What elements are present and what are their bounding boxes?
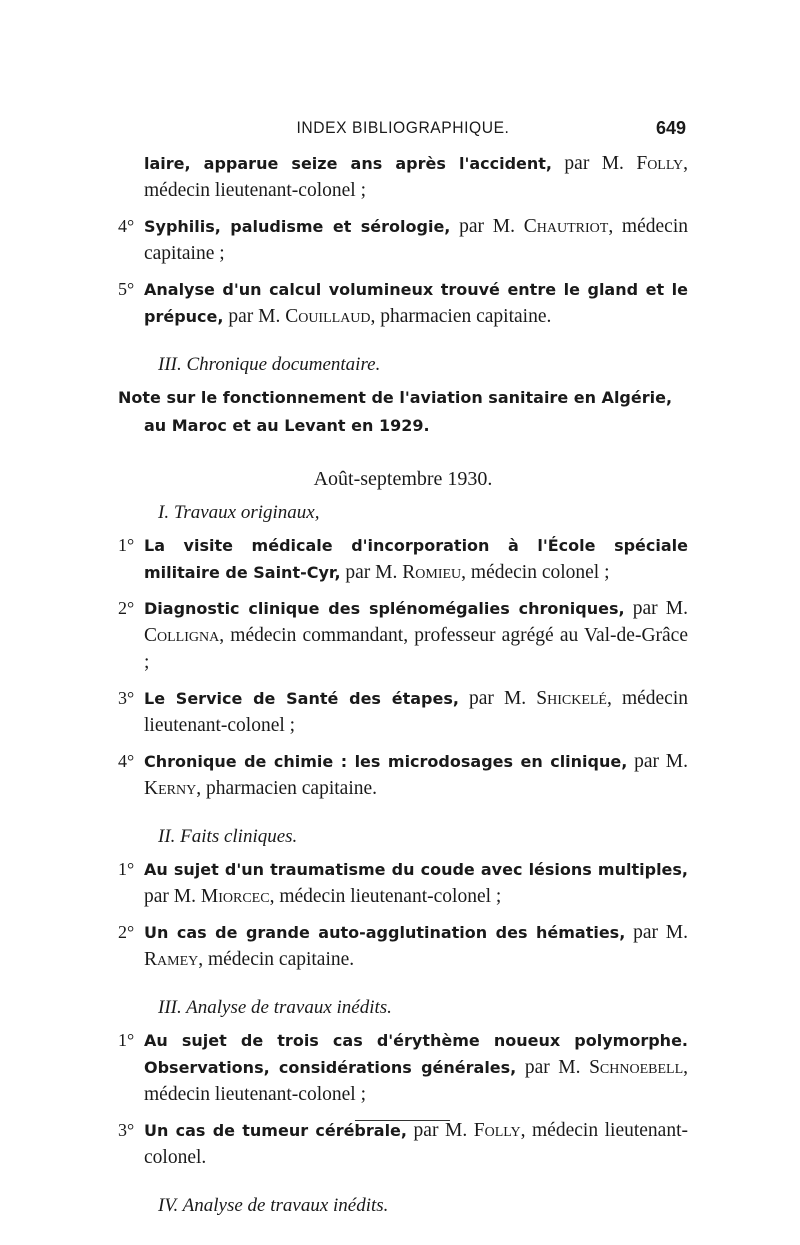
entry-rest: , pharmacien capitaine. <box>370 306 552 327</box>
issue-date-heading: Août-septembre 1930. <box>313 468 493 490</box>
entry-by: par M. <box>223 306 286 327</box>
entry-number: 4° <box>118 216 135 236</box>
list-item <box>118 1027 688 1108</box>
entry-number: 1° <box>118 859 135 879</box>
entry-title: Analyse d'un calcul volumineux trouvé entre le gland et le prépuce, <box>144 280 688 326</box>
list-item <box>118 856 688 910</box>
note-line-2: au Maroc et au Levant en 1929. <box>144 416 430 435</box>
entry-number: 2° <box>118 922 135 942</box>
entry-rest: , médecin colonel ; <box>461 562 610 583</box>
entry-by: par M. <box>627 751 688 772</box>
entry-by: par M. <box>407 1120 474 1141</box>
page-number: 649 <box>655 118 686 138</box>
index-content <box>118 150 688 1225</box>
entry-author: Colligna <box>144 625 220 646</box>
entry-number: 1° <box>118 535 135 555</box>
entry-rest: , médecin capitaine. <box>198 949 355 970</box>
section-heading-iv: IV. Analyse de travaux inédits. <box>158 1195 389 1216</box>
section-heading-analyse: III. Analyse de travaux inédits. <box>158 997 392 1018</box>
entry-title: Au sujet de trois cas d'érythème noueux polymorphe. Observations, considérations générales, <box>144 1031 688 1077</box>
entry-by: par M. <box>624 598 688 619</box>
entry-author: Kerny <box>144 778 197 799</box>
entry-author: Folly <box>473 1120 521 1141</box>
list-item <box>118 213 688 267</box>
list-item <box>118 748 688 802</box>
entry-rest: , médecin lieutenant-colonel ; <box>144 688 688 736</box>
list-item <box>118 685 688 739</box>
list-item <box>118 276 688 330</box>
entry-author: Ramey <box>144 949 199 970</box>
entry-rest: , médecin lieutenant-colonel ; <box>144 1057 688 1105</box>
entry-number: 5° <box>118 279 135 299</box>
running-title: INDEX BIBLIOGRAPHIQUE. <box>296 118 510 137</box>
entry-title: laire, apparue seize ans après l'accident, <box>144 154 553 173</box>
entry-by: par M. <box>625 922 688 943</box>
entry-author: Miorcec <box>200 886 270 907</box>
entry-by: par M. <box>340 562 403 583</box>
entry-rest: , médecin lieutenant-colonel ; <box>269 886 502 907</box>
list-item <box>118 532 688 586</box>
entry-title: Un cas de grande auto-agglutination des hématies, <box>144 923 626 942</box>
entry-by: par M. <box>552 153 637 174</box>
continued-entry <box>118 150 688 204</box>
entry-rest: , médecin capitaine ; <box>144 216 688 264</box>
entry-author: Folly <box>636 153 684 174</box>
entry-number: 1° <box>118 1030 135 1050</box>
entry-title: Au sujet d'un traumatisme du coude avec lésions multiples, <box>144 860 688 879</box>
entry-title: Chronique de chimie : les microdosages en clinique, <box>144 752 628 771</box>
entry-author: Schnoebell <box>589 1057 684 1078</box>
entry-author: Chautriot <box>523 216 609 237</box>
entry-number: 3° <box>118 1120 135 1140</box>
entry-by: par M. <box>450 216 524 237</box>
entry-number: 4° <box>118 751 135 771</box>
entry-author: Romieu <box>402 562 462 583</box>
list-item <box>118 919 688 973</box>
entry-by: par M. <box>144 886 201 907</box>
chronique-note <box>118 384 688 440</box>
entry-rest: , médecin commandant, professeur agrégé au Val-de-Grâce ; <box>144 625 688 673</box>
section-heading-travaux: I. Travaux originaux, <box>158 502 320 523</box>
list-item <box>118 595 688 676</box>
entry-rest: , pharmacien capitaine. <box>196 778 378 799</box>
entry-author: Couillaud <box>285 306 371 327</box>
section-heading-chronique: III. Chronique documentaire. <box>158 354 381 375</box>
entry-number: 3° <box>118 688 135 708</box>
entry-title: Le Service de Santé des étapes, <box>144 689 459 708</box>
entry-title: Syphilis, paludisme et sérologie, <box>144 217 451 236</box>
entry-author: Shickelé <box>536 688 607 709</box>
entry-number: 2° <box>118 598 135 618</box>
closing-rule <box>355 1120 450 1121</box>
entry-by: par M. <box>458 688 537 709</box>
entry-title: La visite médicale d'incorporation à l'École spéciale militaire de Saint-Cyr, <box>144 536 688 582</box>
entry-rest: , médecin lieutenant-colonel. <box>144 1120 689 1168</box>
entry-title: Diagnostic clinique des splénomégalies chroniques, <box>144 599 625 618</box>
page-header <box>118 118 688 146</box>
entry-rest: , médecin lieutenant-colonel ; <box>144 153 688 201</box>
entry-by: par M. <box>516 1057 590 1078</box>
note-line-1: Note sur le fonctionnement de l'aviation sanitaire en Algérie, <box>118 388 673 407</box>
section-heading-faits: II. Faits cliniques. <box>158 826 298 847</box>
entry-title: Un cas de tumeur cérébrale, <box>144 1121 407 1140</box>
list-item <box>118 1117 688 1171</box>
